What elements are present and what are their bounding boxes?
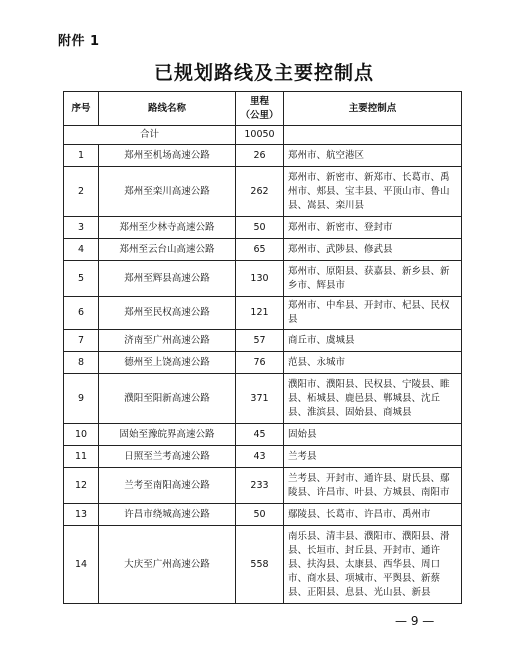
route-name: 郑州至机场高速公路 — [99, 145, 236, 167]
total-row — [64, 126, 462, 145]
row-number: 14 — [64, 526, 99, 604]
row-number: 1 — [64, 145, 99, 167]
control-points: 鄢陵县、长葛市、许昌市、禹州市 — [284, 504, 462, 526]
route-name: 濮阳至阳新高速公路 — [99, 374, 236, 424]
control-points: 商丘市、虞城县 — [284, 330, 462, 352]
page-number: — 9 — — [395, 614, 435, 628]
route-length: 57 — [236, 330, 284, 352]
route-length: 65 — [236, 239, 284, 261]
table-row — [64, 374, 462, 424]
control-points: 郑州市、原阳县、获嘉县、新乡县、新乡市、辉县市 — [284, 261, 462, 297]
route-name: 郑州至辉县高速公路 — [99, 261, 236, 297]
row-number: 5 — [64, 261, 99, 297]
annex-label: 附件 1 — [58, 34, 100, 49]
route-length: 26 — [236, 145, 284, 167]
route-name: 郑州至云台山高速公路 — [99, 239, 236, 261]
control-points: 郑州市、新密市、新郑市、长葛市、禹州市、郏县、宝丰县、平顶山市、鲁山县、嵩县、栾川县 — [284, 167, 462, 217]
row-number: 9 — [64, 374, 99, 424]
table-row — [64, 504, 462, 526]
table-header-row — [64, 92, 462, 126]
header-length: 里程 （公里） — [236, 92, 284, 126]
table-row — [64, 297, 462, 330]
table-row — [64, 526, 462, 604]
header-no: 序号 — [64, 92, 99, 126]
control-points: 南乐县、清丰县、濮阳市、濮阳县、滑县、长垣市、封丘县、开封市、通许县、扶沟县、太康县、西华县、周口市、商水县、项城市、平舆县、新蔡县、正阳县、息县、光山县、新县 — [284, 526, 462, 604]
route-name: 兰考至南阳高速公路 — [99, 468, 236, 504]
row-number: 13 — [64, 504, 99, 526]
route-name: 郑州至民权高速公路 — [99, 297, 236, 330]
route-name: 许昌市绕城高速公路 — [99, 504, 236, 526]
table-row — [64, 330, 462, 352]
row-number: 2 — [64, 167, 99, 217]
row-number: 7 — [64, 330, 99, 352]
row-number: 11 — [64, 446, 99, 468]
table-row — [64, 145, 462, 167]
control-points: 兰考县 — [284, 446, 462, 468]
table-row — [64, 446, 462, 468]
header-points: 主要控制点 — [284, 92, 462, 126]
row-number: 6 — [64, 297, 99, 330]
row-number: 12 — [64, 468, 99, 504]
table-row — [64, 239, 462, 261]
control-points: 郑州市、新密市、登封市 — [284, 217, 462, 239]
route-length: 45 — [236, 424, 284, 446]
control-points: 范县、永城市 — [284, 352, 462, 374]
control-points: 固始县 — [284, 424, 462, 446]
routes-table — [63, 91, 462, 604]
table-row — [64, 217, 462, 239]
control-points: 郑州市、武陟县、修武县 — [284, 239, 462, 261]
control-points: 濮阳市、濮阳县、民权县、宁陵县、睢县、柘城县、鹿邑县、郸城县、沈丘县、淮滨县、固始县、商城县 — [284, 374, 462, 424]
row-number: 8 — [64, 352, 99, 374]
route-length: 262 — [236, 167, 284, 217]
table-row — [64, 468, 462, 504]
route-name: 日照至兰考高速公路 — [99, 446, 236, 468]
route-length: 50 — [236, 217, 284, 239]
table-row — [64, 424, 462, 446]
route-length: 558 — [236, 526, 284, 604]
route-name: 郑州至少林寺高速公路 — [99, 217, 236, 239]
route-length: 76 — [236, 352, 284, 374]
row-number: 10 — [64, 424, 99, 446]
row-number: 4 — [64, 239, 99, 261]
route-length: 121 — [236, 297, 284, 330]
table-row — [64, 261, 462, 297]
route-length: 43 — [236, 446, 284, 468]
route-name: 郑州至栾川高速公路 — [99, 167, 236, 217]
total-points-empty — [284, 126, 462, 145]
control-points: 郑州市、中牟县、开封市、杞县、民权县 — [284, 297, 462, 330]
total-label: 合计 — [64, 126, 236, 145]
row-number: 3 — [64, 217, 99, 239]
page-title: 已规划路线及主要控制点 — [153, 62, 374, 84]
route-length: 371 — [236, 374, 284, 424]
control-points: 兰考县、开封市、通许县、尉氏县、鄢陵县、许昌市、叶县、方城县、南阳市 — [284, 468, 462, 504]
route-name: 德州至上饶高速公路 — [99, 352, 236, 374]
table-row — [64, 167, 462, 217]
route-name: 固始至豫皖界高速公路 — [99, 424, 236, 446]
route-name: 大庆至广州高速公路 — [99, 526, 236, 604]
total-length: 10050 — [236, 126, 284, 145]
route-name: 济南至广州高速公路 — [99, 330, 236, 352]
control-points: 郑州市、航空港区 — [284, 145, 462, 167]
route-length: 233 — [236, 468, 284, 504]
route-length: 130 — [236, 261, 284, 297]
table-row — [64, 352, 462, 374]
route-length: 50 — [236, 504, 284, 526]
header-name: 路线名称 — [99, 92, 236, 126]
